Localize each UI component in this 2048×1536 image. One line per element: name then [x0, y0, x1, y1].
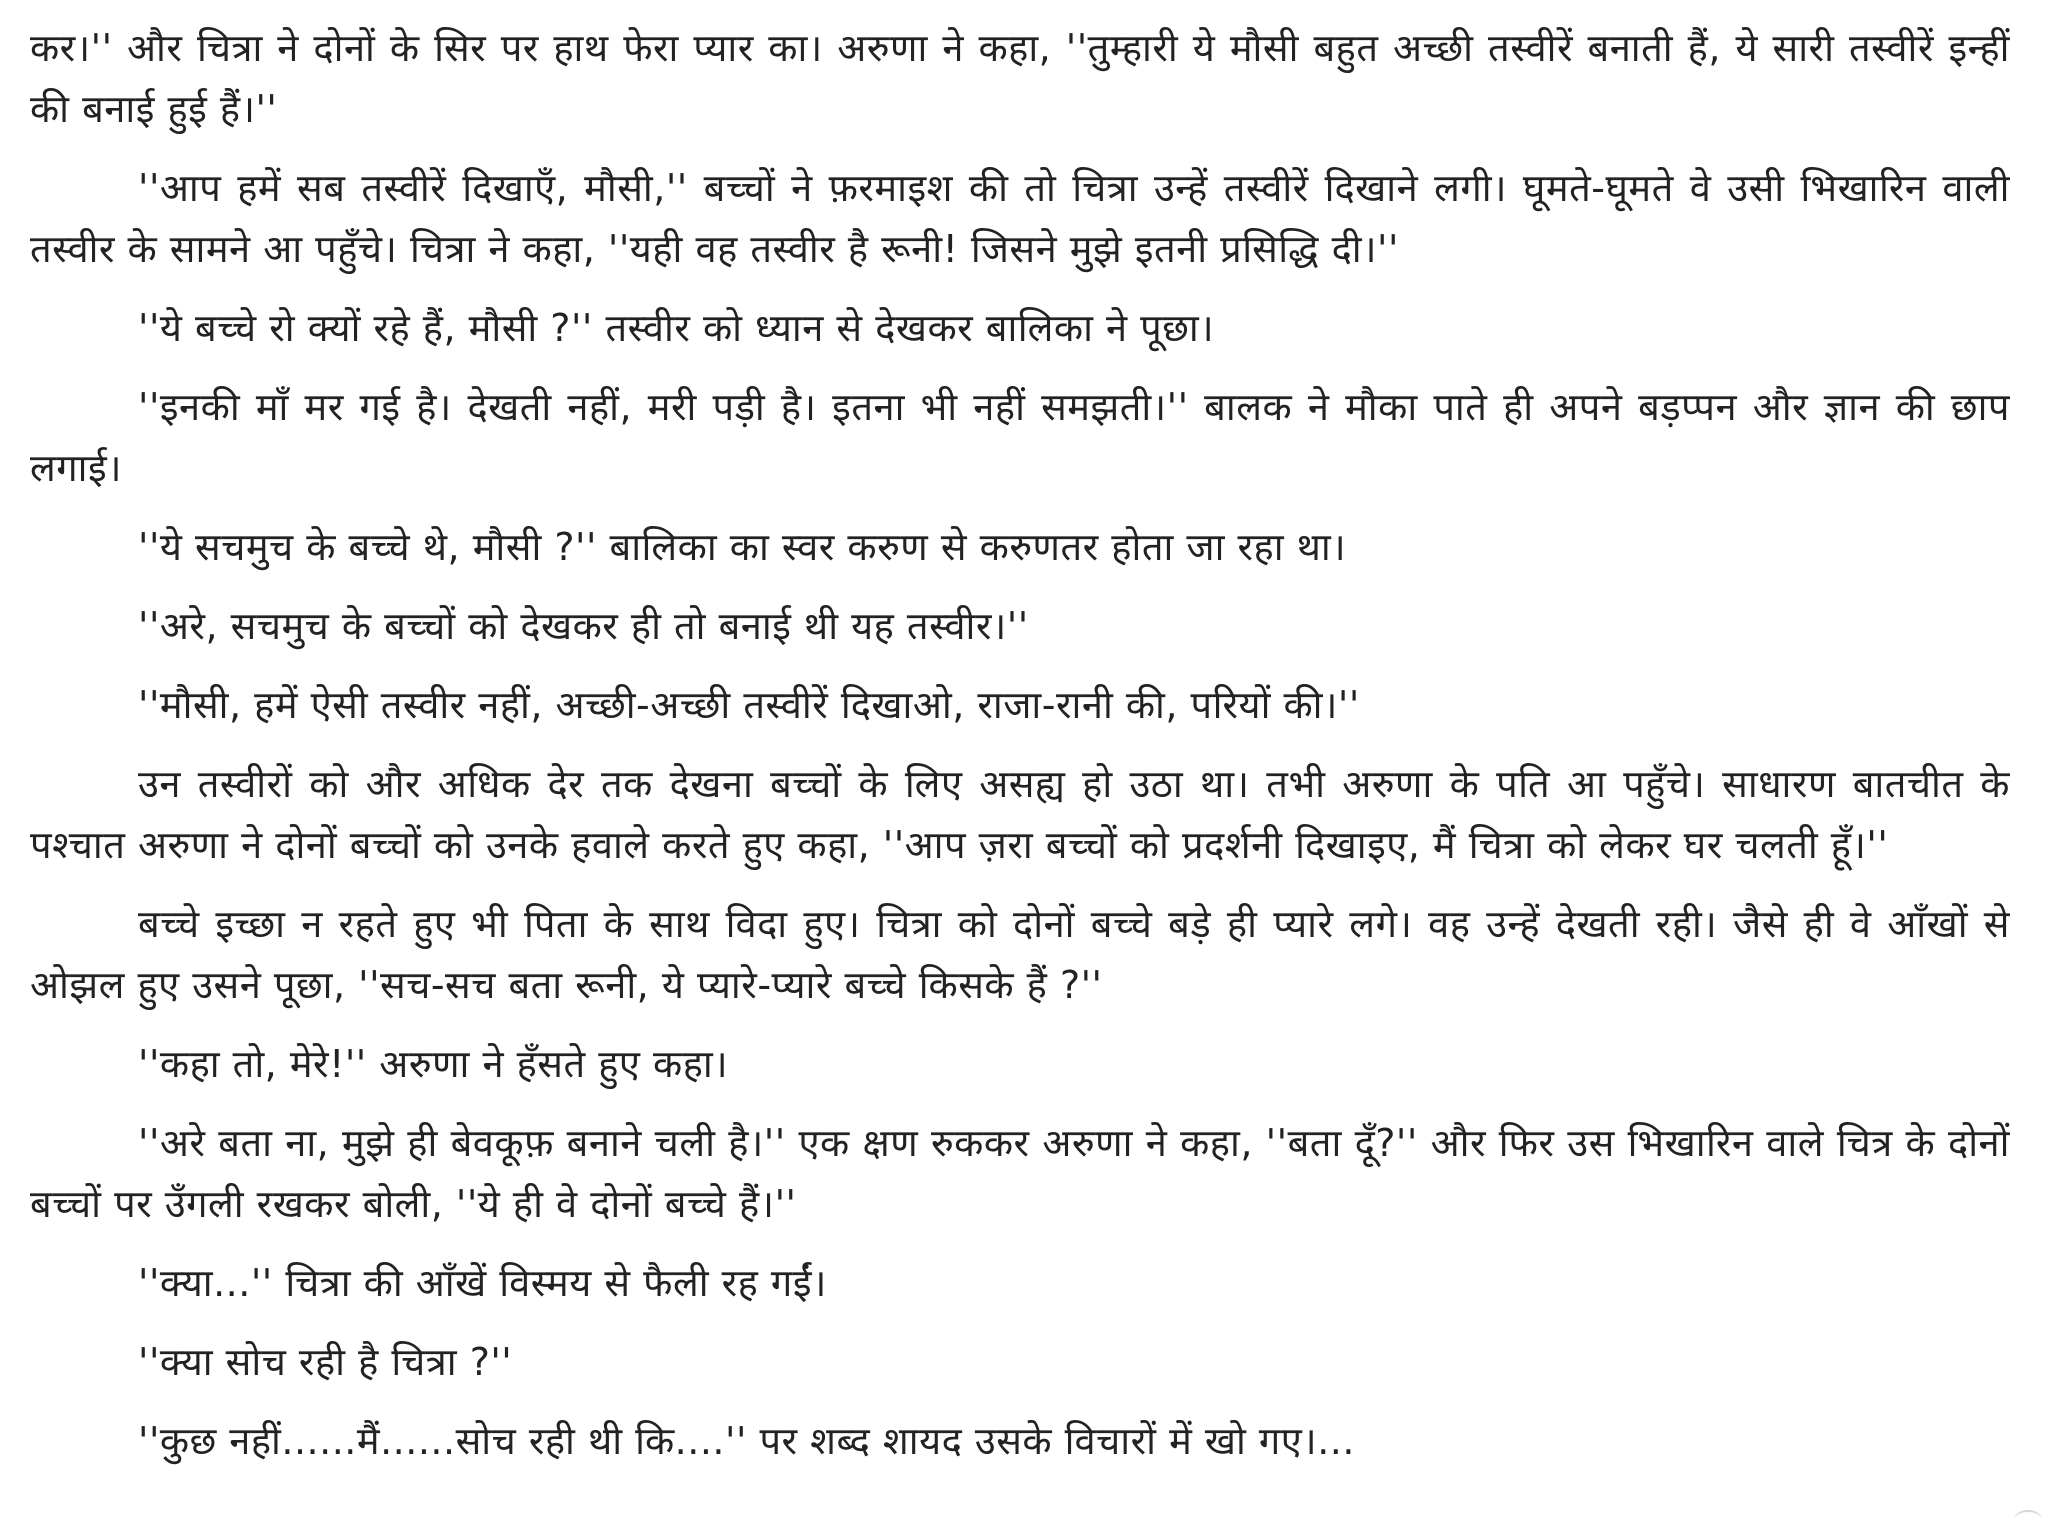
- paragraph-4: ''इनकी माँ मर गई है। देखती नहीं, मरी पड़ी है। इतना भी नहीं समझती।'' बालक ने मौका पाते ही अपने बड़प्पन और ज्ञान की छाप लगाई।: [30, 385, 2010, 490]
- paragraph-6: ''अरे, सचमुच के बच्चों को देखकर ही तो बनाई थी यह तस्वीर।'': [138, 604, 1029, 648]
- paragraph-2: ''आप हमें सब तस्वीरें दिखाएँ, मौसी,'' बच्चों ने फ़रमाइश की तो चित्रा उन्हें तस्वीरें दिखाने लगी। घूमते-घूमते वे उसी भिखारिन वाली तस्वीर के सामने आ पहुँचे। चित्रा ने कहा, ''यही वह तस्वीर है रूनी! जिसने मुझे इतनी प्रसिद्धि दी।'': [30, 166, 2010, 271]
- paragraph-7: ''मौसी, हमें ऐसी तस्वीर नहीं, अच्छी-अच्छी तस्वीरें दिखाओ, राजा-रानी की, परियों की।'': [138, 683, 1360, 727]
- paragraph-11: ''अरे बता ना, मुझे ही बेवकूफ़ बनाने चली है।'' एक क्षण रुककर अरुणा ने कहा, ''बता दूँ?'' और फिर उस भिखारिन वाले चित्र के दोनों बच्चों पर उँगली रखकर बोली, ''ये ही वे दोनों बच्चे हैं।'': [30, 1121, 2010, 1226]
- paragraph-12: ''क्या...'' चित्रा की आँखें विस्मय से फैली रह गईं।: [138, 1261, 827, 1305]
- paragraph-14: ''कुछ नहीं......मैं......सोच रही थी कि....'' पर शब्द शायद उसके विचारों में खो गए।...: [138, 1419, 1355, 1463]
- paragraph-5: ''ये सचमुच के बच्चे थे, मौसी ?'' बालिका का स्वर करुण से करुणतर होता जा रहा था।: [138, 525, 1347, 569]
- paragraph-3: ''ये बच्चे रो क्यों रहे हैं, मौसी ?'' तस्वीर को ध्यान से देखकर बालिका ने पूछा।: [138, 306, 1215, 350]
- paragraph-9: बच्चे इच्छा न रहते हुए भी पिता के साथ विदा हुए। चित्रा को दोनों बच्चे बड़े ही प्यारे लगे। वह उन्हें देखती रही। जैसे ही वे आँखों से ओझल हुए उसने पूछा, ''सच-सच बता रूनी, ये प्यारे-प्यारे बच्चे किसके हैं ?'': [30, 902, 2010, 1007]
- paragraph-8: उन तस्वीरों को और अधिक देर तक देखना बच्चों के लिए असह्य हो उठा था। तभी अरुणा के पति आ पहुँचे। साधारण बातचीत के पश्चात अरुणा ने दोनों बच्चों को उनके हवाले करते हुए कहा, ''आप ज़रा बच्चों को प्रदर्शनी दिखाइए, मैं चित्रा को लेकर घर चलती हूँ।'': [30, 762, 2010, 867]
- document-page: [30, 18, 2010, 1472]
- page-corner-mark: [2014, 1510, 2042, 1530]
- paragraph-1: कर।'' और चित्रा ने दोनों के सिर पर हाथ फेरा प्यार का। अरुणा ने कहा, ''तुम्हारी ये मौसी बहुत अच्छी तस्वीरें बनाती हैं, ये सारी तस्वीरें इन्हीं की बनाई हुई हैं।'': [30, 26, 2010, 131]
- paragraph-10: ''कहा तो, मेरे!'' अरुणा ने हँसते हुए कहा।: [138, 1042, 729, 1086]
- paragraph-13: ''क्या सोच रही है चित्रा ?'': [138, 1340, 513, 1384]
